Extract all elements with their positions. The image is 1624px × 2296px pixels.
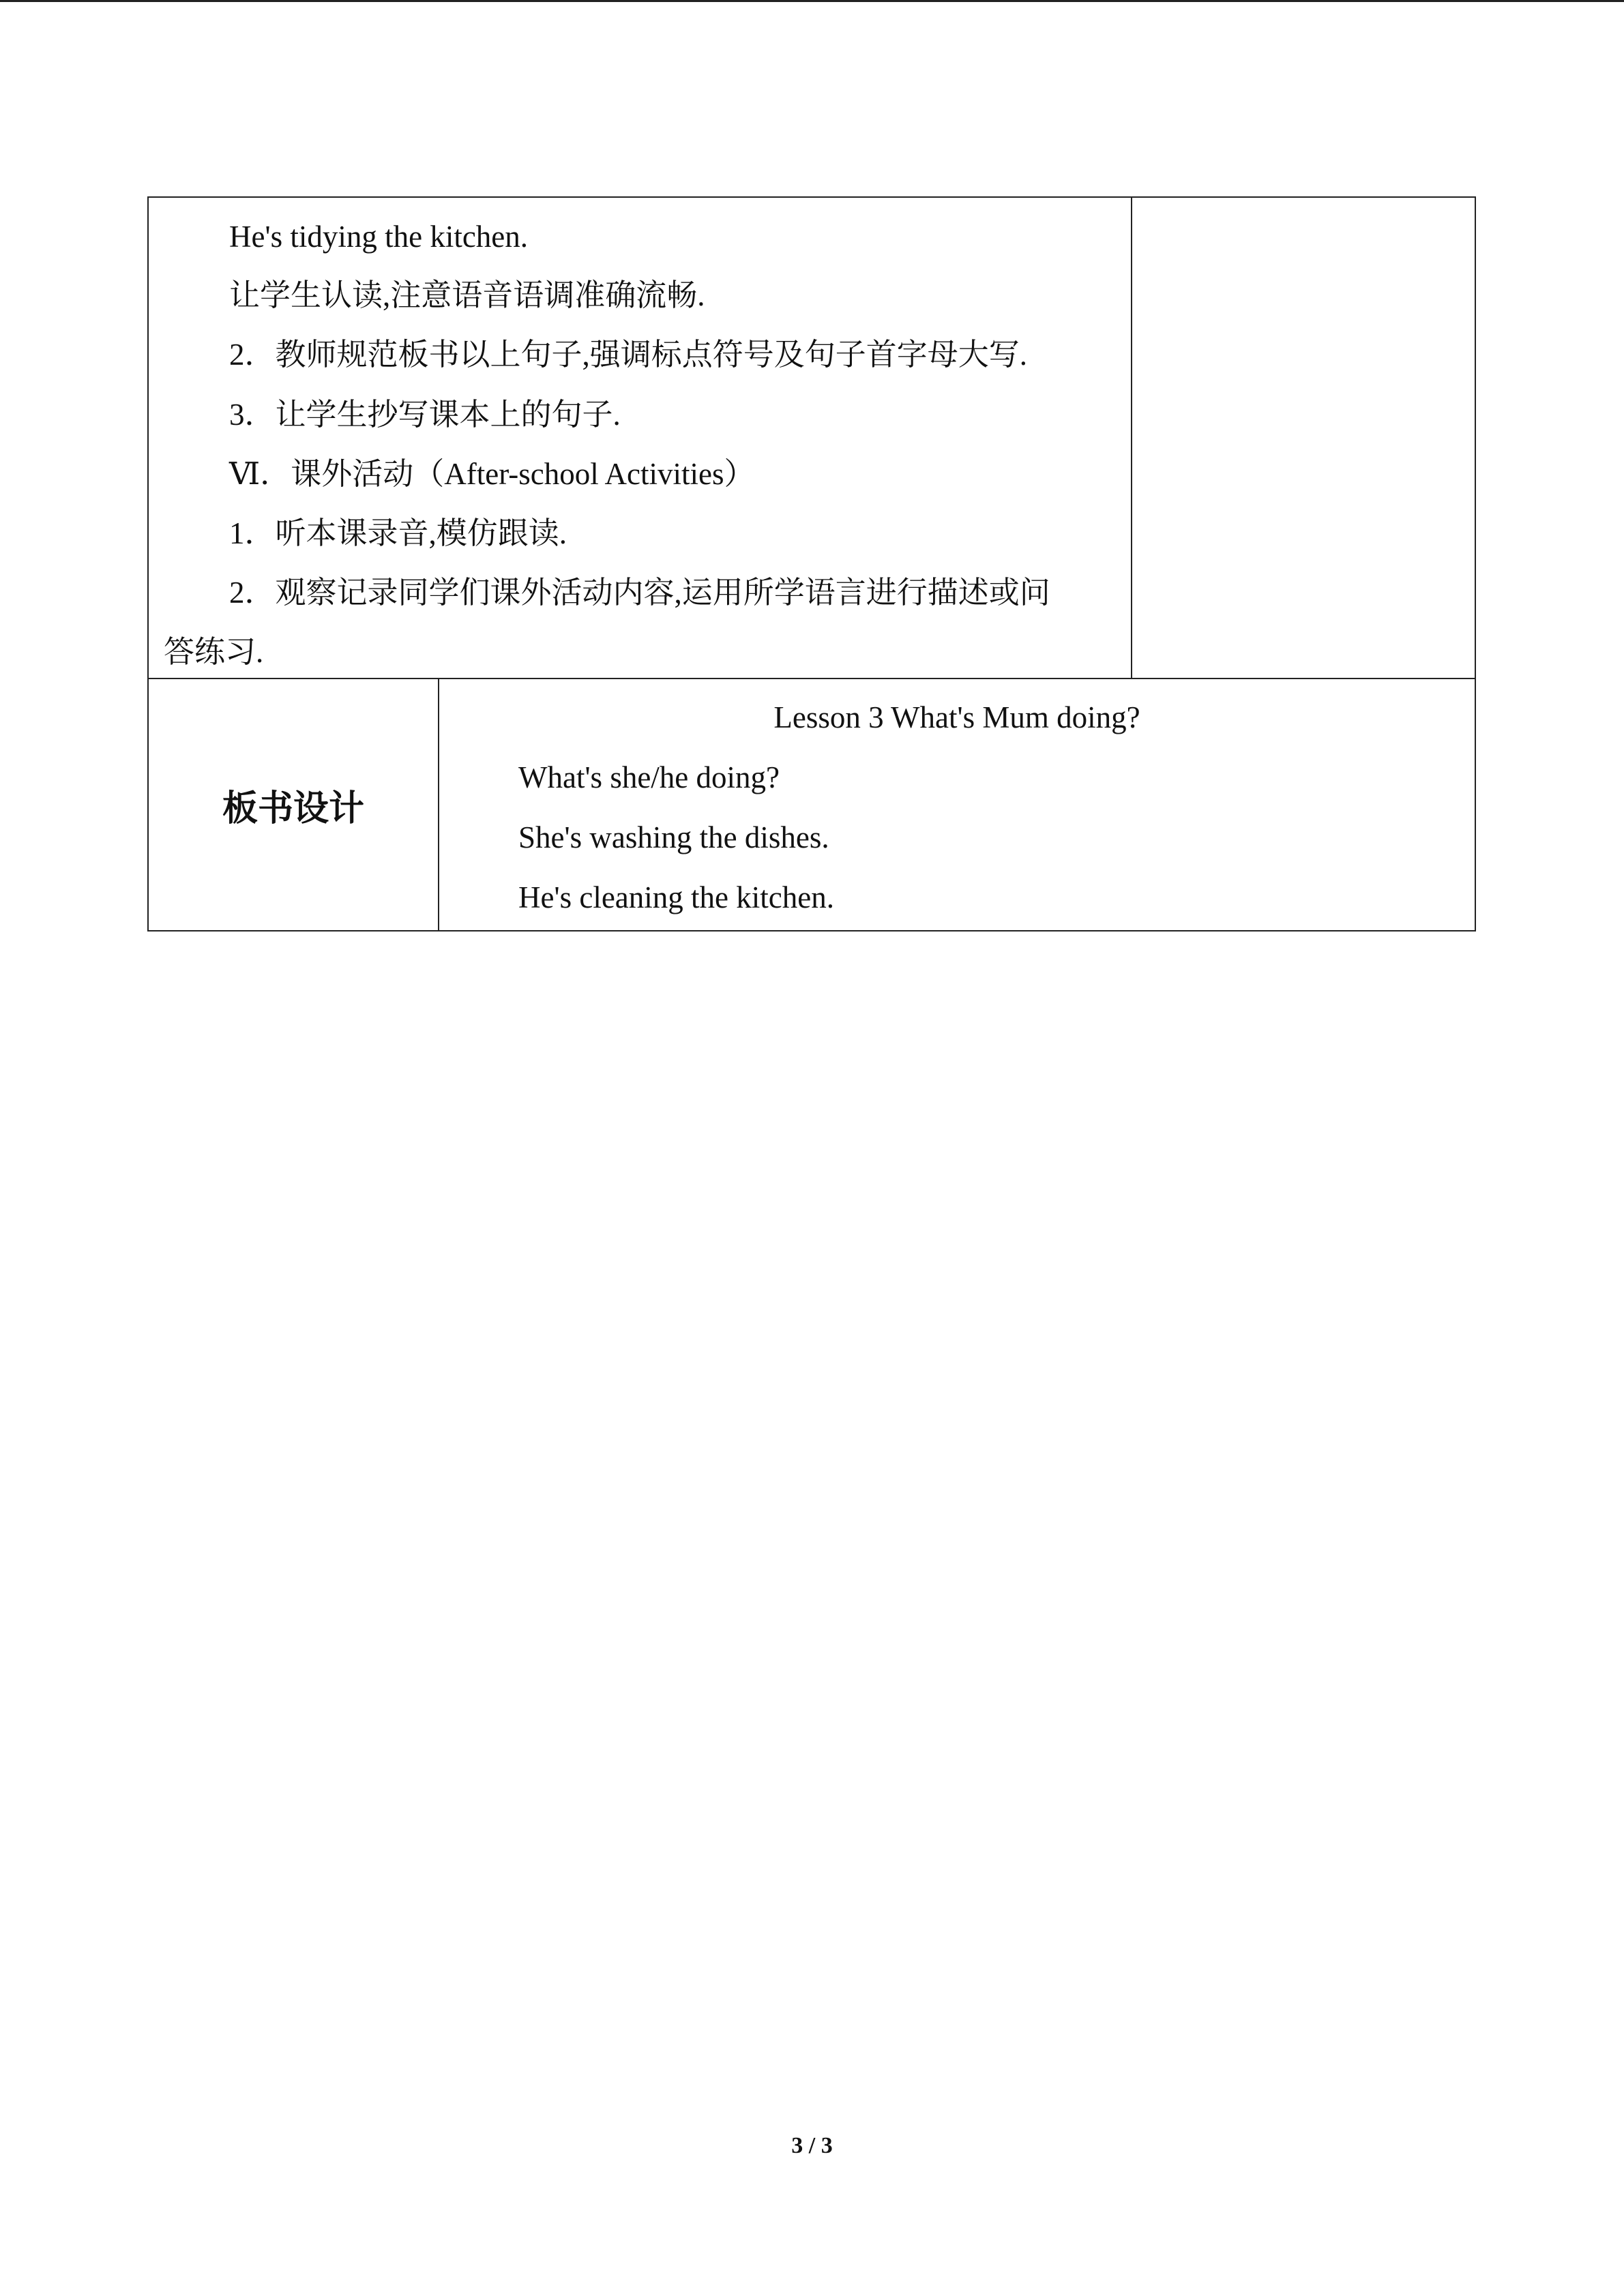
- procedure-row: [147, 196, 1476, 679]
- procedure-line: 2．观察记录同学们课外活动内容,运用所学语言进行描述或问: [229, 576, 1050, 610]
- board-line: He's cleaning the kitchen.: [518, 880, 834, 914]
- procedure-line: 2．教师规范板书以上句子,强调标点符号及句子首字母大写.: [229, 338, 1028, 372]
- procedure-line: 3．让学生抄写课本上的句子.: [229, 398, 621, 432]
- top-border: [0, 0, 1624, 2]
- board-design-row: [147, 679, 1476, 931]
- procedure-line: 1．听本课录音,模仿跟读.: [229, 516, 567, 550]
- board-title: Lesson 3 What's Mum doing?: [773, 700, 1140, 734]
- board-design-content-cell: [439, 679, 1475, 930]
- board-design-label: 板书设计: [222, 788, 364, 829]
- board-line: She's washing the dishes.: [518, 820, 829, 854]
- procedure-line: He's tidying the kitchen.: [229, 220, 529, 254]
- notes-cell: [1132, 198, 1475, 678]
- procedure-line: 答练习.: [164, 635, 264, 669]
- board-line: What's she/he doing?: [518, 760, 780, 794]
- procedure-cell: [149, 198, 1132, 678]
- lesson-table: [147, 196, 1476, 931]
- procedure-line: 让学生认读,注意语音语调准确流畅.: [229, 278, 705, 312]
- section-heading: Ⅵ．课外活动（After-school Activities）: [229, 457, 755, 491]
- board-design-label-cell: [149, 679, 439, 930]
- page-number: 3 / 3: [791, 2133, 833, 2158]
